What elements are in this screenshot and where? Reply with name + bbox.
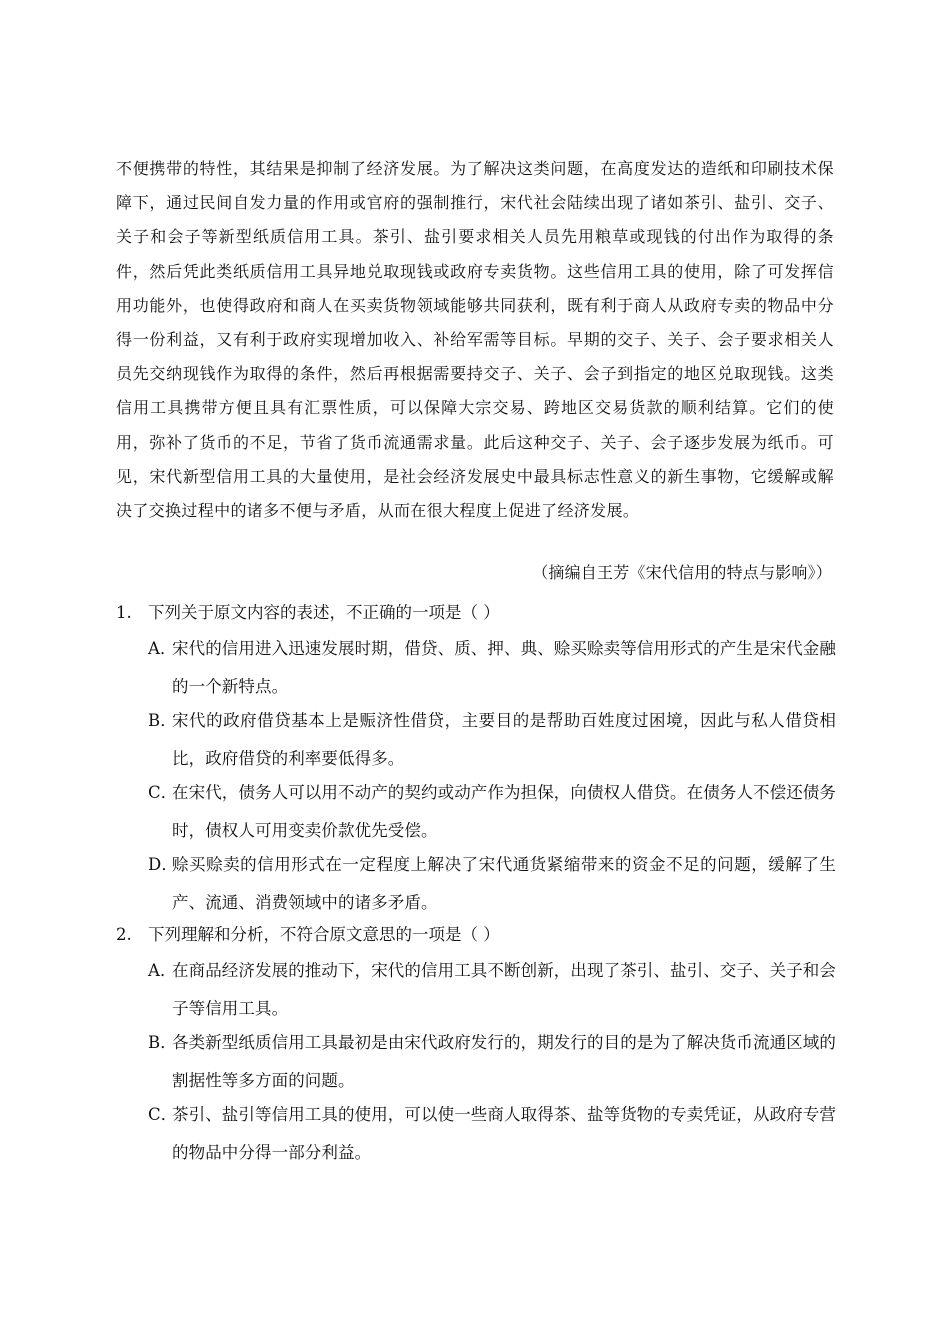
question-stem [116,596,836,630]
question-stem [116,918,836,952]
question-1 [116,596,836,922]
option-text: 宋代的政府借贷基本上是赈济性借贷，主要目的是帮助百姓度过困境，因此与私人借贷相比，政府借贷的利率要低得多。 [172,711,836,768]
option-letter: B． [148,711,177,730]
option-letter: A． [148,961,177,980]
question-text: 下列理解和分析，不符合原文意思的一项是（ ） [148,925,500,944]
option-text: 在商品经济发展的推动下，宋代的信用工具不断创新，出现了茶引、盐引、交子、关子和会子等信用工具。 [172,961,836,1018]
question-number: 1. [116,603,132,622]
option-c [148,774,836,850]
passage-source: （摘编自王芳《宋代信用的特点与影响》） [532,563,832,582]
option-d [148,846,836,922]
option-a [148,630,836,706]
option-b [148,702,836,778]
option-text: 宋代的信用进入迅速发展时期，借贷、质、押、典、赊买赊卖等信用形式的产生是宋代金融的一个新特点。 [172,639,836,696]
option-a [148,952,836,1028]
passage-text: 不便携带的特性，其结果是抑制了经济发展。为了解决这类问题，在高度发达的造纸和印刷技术保障下，通过民间自发力量的作用或官府的强制推行，宋代社会陆续出现了诸如茶引、盐引、交子、关子和会子等新型纸质信用工具。茶引、盐引要求相关人员先用粮草或现钱的付出作为取得的条件，然后凭此类纸质信用工具异地兑取现钱或政府专卖货物。这些信用工具的使用，除了可发挥信用功能外，也使得政府和商人在买卖货物领域能够共同获利，既有利于商人从政府专卖的物品中分得一份利益，又有利于政府实现增加收入、补给军需等目标。早期的交子、关子、会子要求相关人员先交纳现钱作为取得的条件，然后再根据需要持交子、关子、会子到指定的地区兑取现钱。这类信用工具携带方便且具有汇票性质，可以保障大宗交易、跨地区交易货款的顺利结算。它们的使用，弥补了货币的不足，节省了货币流通需求量。此后这种交子、关子、会子逐步发展为纸币。可见，宋代新型信用工具的大量使用，是社会经济发展史中最具标志性意义的新生事物，它缓解或解决了交换过程中的诸多不便与矛盾，从而在很大程度上促进了经济发展。 [116,159,834,521]
option-text: 赊买赊卖的信用形式在一定程度上解决了宋代通货紧缩带来的资金不足的问题，缓解了生产、流通、消费领域中的诸多矛盾。 [172,855,836,912]
option-letter: A． [148,639,177,658]
option-c [148,1096,836,1172]
option-b [148,1024,836,1100]
option-letter: C． [148,783,178,802]
question-2 [116,918,836,1172]
option-letter: C． [148,1105,178,1124]
option-text: 茶引、盐引等信用工具的使用，可以使一些商人取得茶、盐等货物的专卖凭证，从政府专营的物品中分得一部分利益。 [172,1105,836,1162]
question-list [116,596,836,1172]
option-text: 各类新型纸质信用工具最初是由宋代政府发行的，期发行的目的是为了解决货币流通区域的割据性等多方面的问题。 [172,1033,836,1090]
question-number: 2. [116,925,132,944]
question-text: 下列关于原文内容的表述，不正确的一项是（ ） [148,603,500,622]
option-letter: B． [148,1033,177,1052]
option-text: 在宋代，债务人可以用不动产的契约或动产作为担保，向债权人借贷。在债务人不偿还债务时，债权人可用变卖价款优先受偿。 [172,783,836,840]
option-letter: D． [148,855,178,874]
